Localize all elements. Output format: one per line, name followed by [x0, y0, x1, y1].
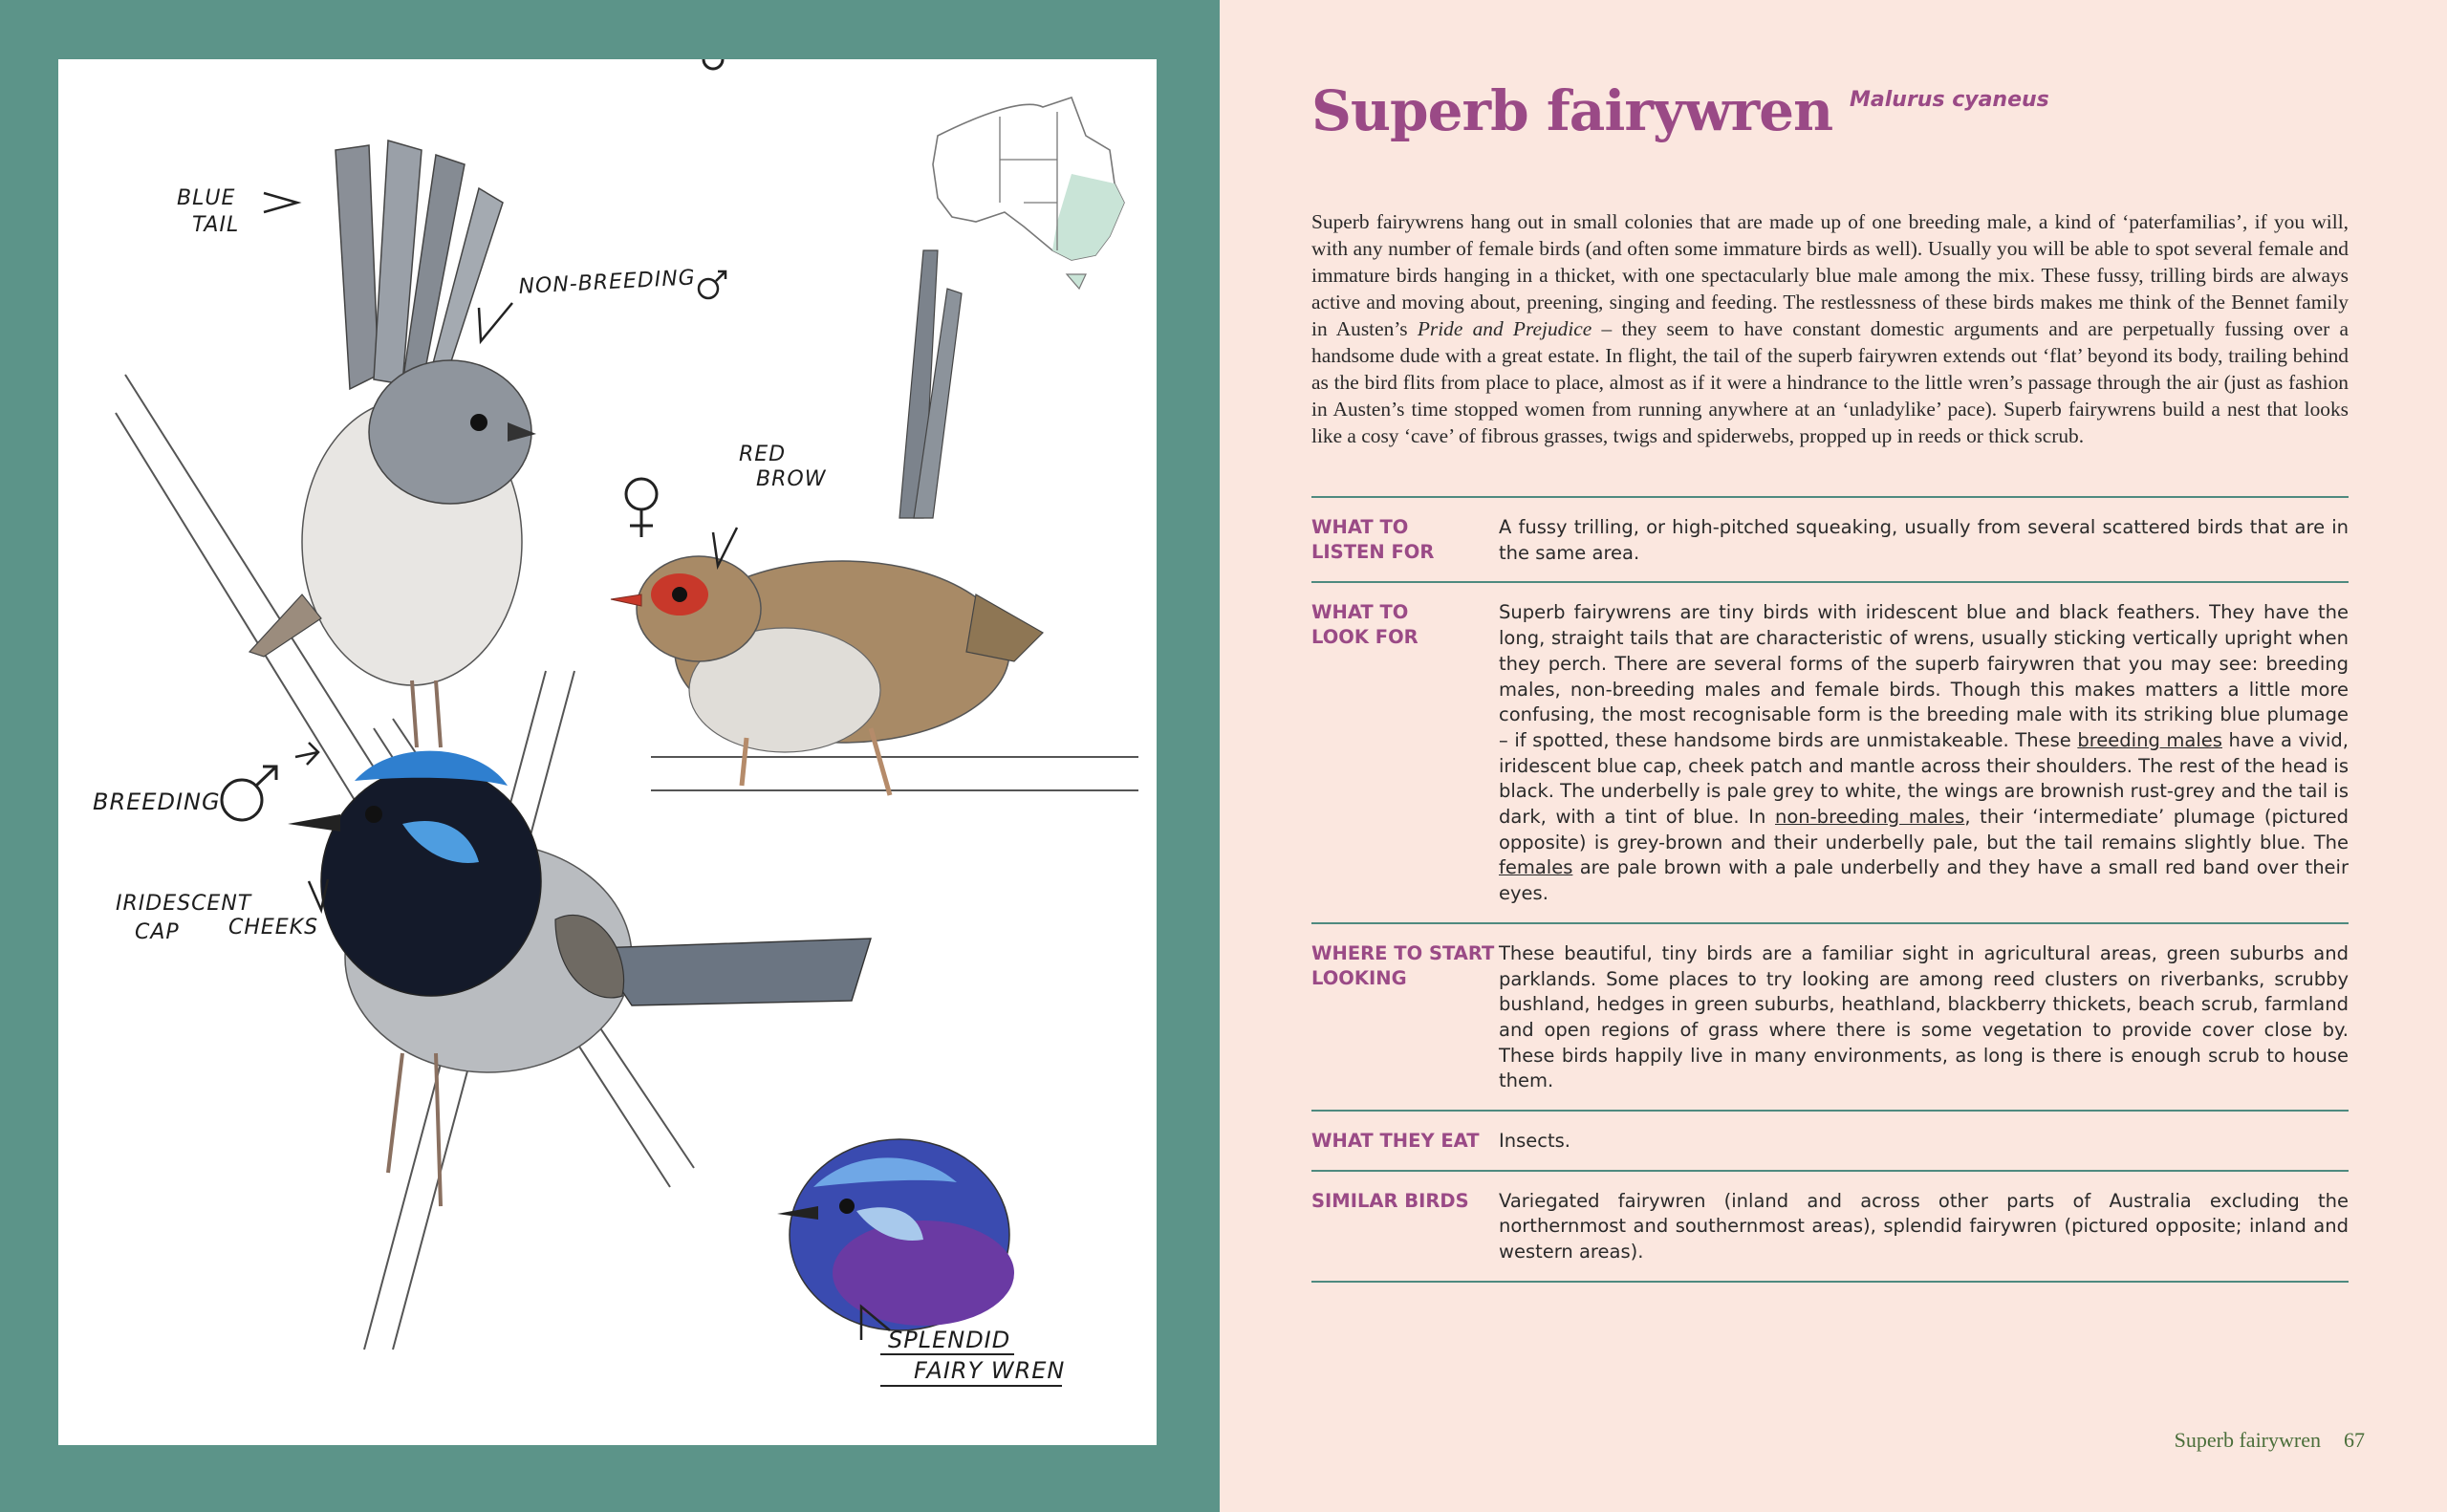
intro-book-title: Pride and Prejudice: [1417, 317, 1592, 340]
label-splendid-2: FAIRY WREN: [914, 1357, 1066, 1384]
info-label-similar: SIMILAR BIRDS: [1311, 1189, 1469, 1212]
link-non-breeding-males: non-breeding males: [1775, 806, 1965, 829]
species-range-area: [1052, 174, 1124, 260]
intro-part-1: Superb fairywrens hang out in small colonies that are made up of one breeding male, a kind of ‘paterfamilias’, if you will, with any number of female birds (and often some immature birds as well). Usually you will be able to spot several female and immature birds hanging in a thicket, with one spectacularly blue male among the mix. These fussy, trilling birds are always active and moving about, preening, singing and feeding. The restlessness of these birds makes me think of the Bennet family in Austen’s: [1311, 210, 2349, 340]
bird-illustration: [58, 59, 1157, 1445]
australia-range-map: [933, 97, 1124, 289]
label-blue-tail-1: BLUE: [177, 186, 236, 210]
info-label-look: WHAT TO LOOK FOR: [1311, 601, 1418, 649]
label-breeding: BREEDING: [93, 788, 221, 815]
label-splendid-1: SPLENDID: [888, 1327, 1011, 1353]
intro-part-2: – they seem to have constant domestic arguments and are perpetually fussing over a handsome dude with a great estate. In flight, the tail of the superb fairywren extends out ‘flat’ beyond its body, trailing behind as the bird flits from place to place, almost as if it were a hindrance to the little wren’s passage through the air (just as fashion in Austen’s time stopped women from running anywhere at an ‘unladylike’ pace). Superb fairywrens build a nest that looks like a cosy ‘cave’ of fibrous grasses, twigs and spiderwebs, propped up in reeds or thick scrub.: [1311, 317, 2349, 447]
label-red-brow-2: BROW: [756, 467, 827, 491]
look-text-2: have a vivid, iridescent blue cap, cheek patch and mantle across their shoulders. The rest of the head is black. The underbelly is pale grey to white, the wings are brownish rust-grey and the tail is dark, with a tint of blue. In: [1499, 728, 2350, 829]
male-symbol-small: [699, 271, 725, 298]
label-cap: CAP: [135, 920, 180, 944]
scientific-name: Malurus cyaneus: [1850, 88, 2049, 112]
page-footer: [2175, 1428, 2365, 1453]
label-red-brow-1: RED: [739, 443, 787, 466]
breeding-male-bird: [288, 751, 871, 1206]
info-label-eat: WHAT THEY EAT: [1311, 1130, 1480, 1153]
info-row-where: [1311, 922, 2349, 1110]
label-iridescent: IRIDESCENT: [116, 892, 252, 916]
info-text-similar: Variegated fairywren (inland and across other parts of Australia excluding the northernmost and southernmost areas), splendid fairywren (pictured opposite; inland and western areas).: [1499, 1189, 2349, 1264]
look-text-4: are pale brown with a pale underbelly and they have a small red band over their eyes.: [1499, 856, 2349, 905]
link-females: females: [1499, 856, 1573, 879]
intro-paragraph: [1311, 208, 2349, 449]
info-row-listen: [1311, 496, 2349, 581]
info-text-look: [1499, 600, 2349, 906]
running-title: Superb fairywren: [2174, 1428, 2321, 1452]
male-symbol: [222, 780, 262, 820]
look-text-3: , their ‘intermediate’ plumage (pictured opposite) is grey-brown and their underbelly pale, but the tail remains slightly blue. The: [1499, 806, 2349, 853]
text-page: [1220, 0, 2447, 1512]
info-row-similar: [1311, 1170, 2349, 1283]
info-text-listen: A fussy trilling, or high-pitched squeaking, usually from several scattered birds that are in the same area.: [1499, 516, 2349, 564]
info-label-listen: WHAT TO LISTEN FOR: [1311, 516, 1435, 563]
look-text-1: Superb fairywrens are tiny birds with iridescent blue and black feathers. They have the long, straight tails that are characteristic of wrens, usually sticking vertically upright when they perch. There are several forms of the superb fairywren that you may see: breeding males, non-breeding males and female birds. Though this makes matters a little more confusing, the most recognisable form is the breeding male with its striking blue plumage – if spotted, these handsome birds are unmistakeable. These: [1499, 601, 2349, 751]
page-title: Superb fairywren: [1311, 78, 1833, 143]
label-cheeks: CHEEKS: [228, 916, 319, 940]
female-symbol: [626, 479, 657, 509]
splendid-fairywren-head: [777, 1139, 1014, 1330]
info-row-eat: [1311, 1110, 2349, 1170]
link-breeding-males: breeding males: [2077, 728, 2222, 751]
info-text-eat: Insects.: [1499, 1130, 1570, 1153]
label-blue-tail-2: TAIL: [192, 213, 240, 237]
info-row-look: [1311, 581, 2349, 921]
female-bird: [611, 250, 1043, 795]
info-label-where: WHERE TO START LOOKING: [1311, 941, 1495, 989]
info-table: [1311, 496, 2349, 1283]
illustration-page: [0, 0, 1220, 1512]
label-non-breeding: NON-BREEDING: [518, 266, 697, 299]
illustration-plate: [58, 59, 1157, 1445]
non-breeding-male-bird: [249, 140, 536, 747]
page-number: 67: [2344, 1428, 2365, 1452]
info-text-where: These beautiful, tiny birds are a familiar sight in agricultural areas, green suburbs and parklands. Some places to try looking are among reed clusters on riverbanks, scrubby bushland, hedges in green suburbs, heathland, blackberry thickets, beach scrub, farmland and open regions of grass where there is some vegetation to provide cover close by. These birds happily live in many environments, as long is there is enough scrub to house them.: [1499, 941, 2349, 1092]
